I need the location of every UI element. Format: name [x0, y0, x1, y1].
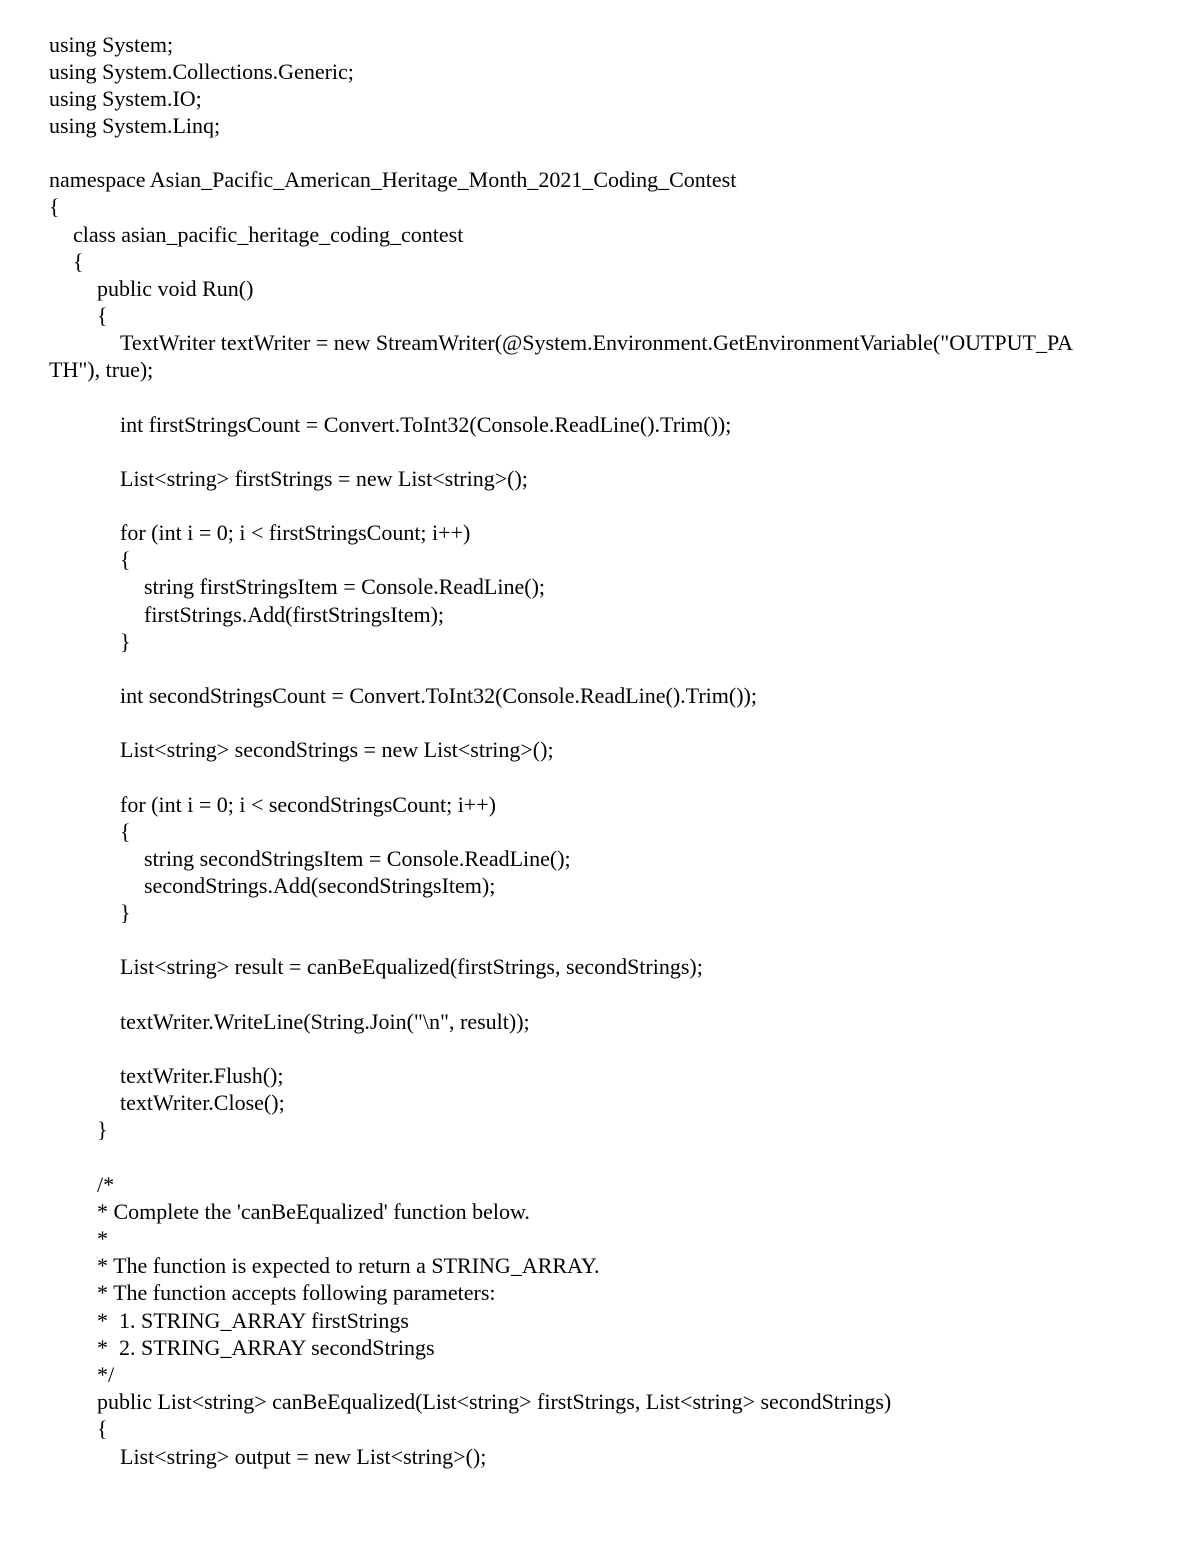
code-line: TH"), true); — [49, 357, 154, 382]
code-comment-line: * — [97, 1226, 108, 1251]
code-line: public void Run() — [97, 276, 254, 301]
code-line: textWriter.WriteLine(String.Join("\n", result)); — [120, 1009, 530, 1034]
code-comment-line: * The function accepts following parameters: — [97, 1280, 496, 1305]
code-comment-line: * 1. STRING_ARRAY firstStrings — [97, 1308, 409, 1333]
code-line: int firstStringsCount = Convert.ToInt32(Console.ReadLine().Trim()); — [120, 412, 732, 437]
code-line: { — [120, 819, 131, 844]
code-line: { — [97, 303, 108, 328]
code-line: { — [97, 1416, 108, 1441]
code-line: } — [97, 1117, 108, 1142]
code-line: TextWriter textWriter = new StreamWriter(@System.Environment.GetEnvironmentVariable("OUTPUT_PA — [120, 330, 1074, 355]
code-line: List<string> firstStrings = new List<string>(); — [120, 466, 528, 491]
code-line: List<string> result = canBeEqualized(firstStrings, secondStrings); — [120, 954, 703, 979]
code-comment-line: * Complete the 'canBeEqualized' function below. — [97, 1199, 530, 1224]
code-comment-line: * 2. STRING_ARRAY secondStrings — [97, 1335, 435, 1360]
code-line: firstStrings.Add(firstStringsItem); — [144, 602, 445, 627]
code-comment-line: * The function is expected to return a STRING_ARRAY. — [97, 1253, 600, 1278]
code-line: int secondStringsCount = Convert.ToInt32(Console.ReadLine().Trim()); — [120, 683, 757, 708]
code-line: { — [73, 249, 84, 274]
code-line: textWriter.Flush(); — [120, 1063, 284, 1088]
code-line: } — [120, 900, 131, 925]
code-line: { — [49, 194, 60, 219]
code-line: namespace Asian_Pacific_American_Heritage_Month_2021_Coding_Contest — [49, 167, 737, 192]
code-line: class asian_pacific_heritage_coding_contest — [73, 222, 464, 247]
code-line: secondStrings.Add(secondStringsItem); — [144, 873, 496, 898]
code-line: List<string> secondStrings = new List<string>(); — [120, 737, 554, 762]
code-line: List<string> output = new List<string>(); — [120, 1444, 487, 1469]
code-line: textWriter.Close(); — [120, 1090, 285, 1115]
code-line: string secondStringsItem = Console.ReadLine(); — [144, 846, 571, 871]
code-comment-line: /* — [97, 1172, 115, 1197]
code-line: using System.Collections.Generic; — [49, 59, 354, 84]
code-line: public List<string> canBeEqualized(List<string> firstStrings, List<string> secondStrings) — [97, 1389, 892, 1414]
code-line: using System.Linq; — [49, 113, 221, 138]
code-line: using System; — [49, 32, 174, 57]
code-comment-line: */ — [97, 1362, 115, 1387]
code-line: for (int i = 0; i < secondStringsCount; i++) — [120, 792, 496, 817]
code-line: for (int i = 0; i < firstStringsCount; i++) — [120, 520, 471, 545]
code-line: using System.IO; — [49, 86, 202, 111]
code-line: string firstStringsItem = Console.ReadLine(); — [144, 574, 546, 599]
code-line: { — [120, 547, 131, 572]
code-line: } — [120, 629, 131, 654]
